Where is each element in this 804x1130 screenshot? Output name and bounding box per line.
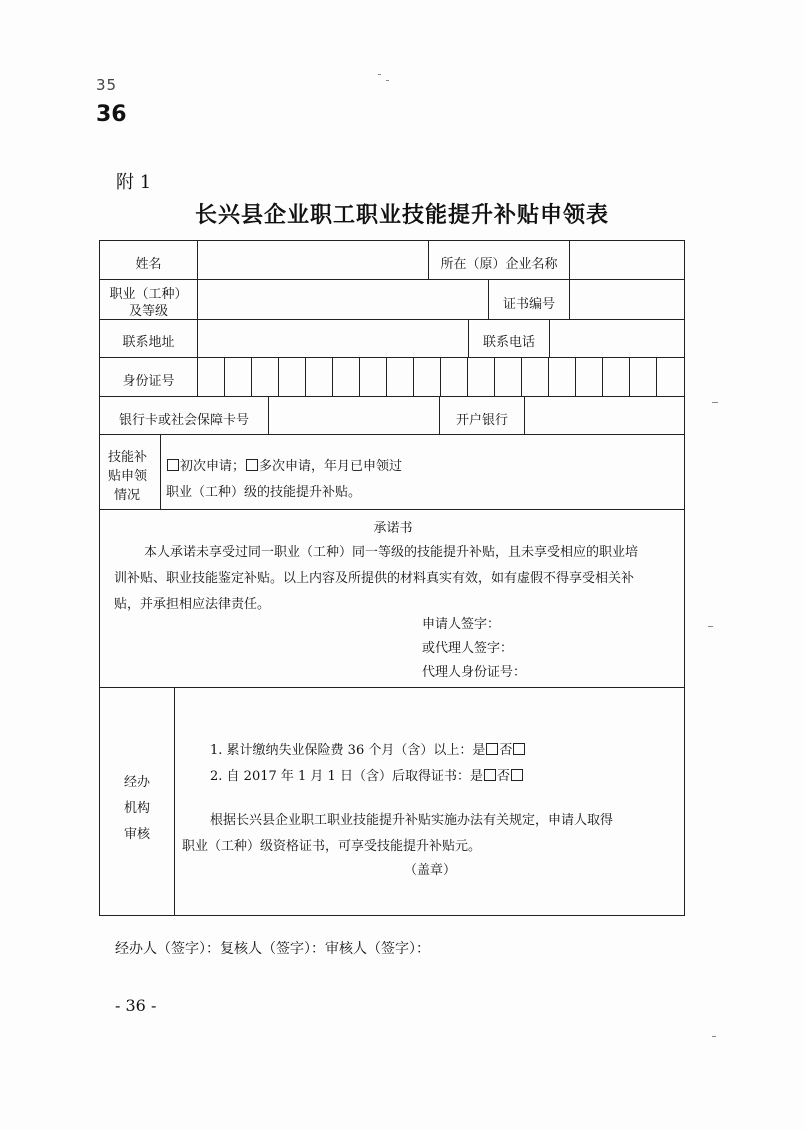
item-1-yes-checkbox[interactable] (486, 743, 498, 755)
agent-signature-label: 或代理人签字： (422, 641, 514, 656)
agent-id-label: 代理人身份证号： (422, 665, 527, 680)
first-apply-checkbox[interactable] (167, 459, 179, 471)
pledge-heading: 承诺书 (373, 521, 413, 536)
page-title: 长兴县企业职工职业技能提升补贴申领表 (194, 203, 609, 228)
apply-detail-line: 职业（工种）级的技能提升补贴。 (166, 485, 362, 500)
review-label-2: 机构 (123, 801, 150, 816)
company-label: 所在（原）企业名称 (440, 257, 558, 272)
name-label: 姓名 (135, 257, 162, 272)
occupation-label-1: 职业（工种） (109, 287, 188, 302)
item-1-no-checkbox[interactable] (513, 743, 525, 755)
pledge-line-2: 训补贴、职业技能鉴定补贴。以上内容及所提供的材料真实有效，如有虚假不得享受相关补 (114, 571, 635, 586)
review-item-1 (210, 739, 526, 758)
review-item-1-text: 1. 累计缴纳失业保险费 36 个月（含）以上： (210, 743, 473, 758)
apply-type-line (166, 455, 402, 474)
occupation-label-2: 及等级 (128, 304, 168, 319)
bank-card-field[interactable] (269, 396, 439, 434)
scan-speck (712, 1036, 716, 1037)
review-label-1: 经办 (123, 775, 150, 790)
multi-apply-label: 多次申请，年月已申领过 (259, 459, 403, 474)
scan-speck (712, 402, 718, 403)
occupation-field[interactable] (198, 279, 488, 319)
pledge-line-1: 本人承诺未享受过同一职业（工种）同一等级的技能提升补贴，且未享受相应的职业培 (144, 545, 639, 560)
application-form (99, 240, 685, 916)
reviewer-signatures: 经办人（签字）：复核人（签字）：审核人（签字）： (115, 941, 430, 957)
handwritten-number: 35 (96, 76, 118, 94)
certificate-label: 证书编号 (502, 297, 555, 312)
scan-speck (386, 80, 389, 81)
review-conclusion-1: 根据长兴县企业职工职业技能提升补贴实施办法有关规定，申请人取得 (210, 813, 614, 828)
bank-label: 开户银行 (455, 413, 508, 428)
bank-card-label: 银行卡或社会保障卡号 (118, 413, 249, 428)
phone-label: 联系电话 (482, 335, 535, 350)
review-conclusion-2: 职业（工种）级资格证书，可享受技能提升补贴元。 (182, 839, 482, 854)
certificate-field[interactable] (570, 279, 684, 319)
name-field[interactable] (198, 241, 428, 279)
bank-field[interactable] (525, 396, 685, 434)
pledge-line-3: 贴，并承担相应法律责任。 (114, 597, 271, 612)
address-field[interactable] (198, 319, 468, 357)
subsidy-status-label-3: 情况 (114, 488, 141, 503)
item-2-no-checkbox[interactable] (511, 769, 523, 781)
no-label: 否 (496, 769, 510, 784)
subsidy-status-label-1: 技能补 (108, 450, 148, 465)
yes-label: 是 (469, 769, 483, 784)
company-field[interactable] (570, 241, 684, 279)
id-label: 身份证号 (122, 374, 175, 389)
page-stamp: 36 (96, 102, 127, 127)
review-label-3: 审核 (123, 827, 150, 842)
first-apply-label: 初次申请； (180, 459, 246, 474)
scan-speck (378, 74, 381, 75)
page-number: - 36 - (115, 996, 157, 1015)
yes-label: 是 (472, 743, 486, 758)
no-label: 否 (499, 743, 513, 758)
attachment-label: 附 1 (116, 172, 152, 193)
multi-apply-checkbox[interactable] (246, 459, 258, 471)
address-label: 联系地址 (122, 335, 175, 350)
scan-speck (708, 626, 713, 627)
id-number-cells[interactable] (197, 357, 685, 396)
review-item-2 (210, 765, 524, 784)
subsidy-status-label-2: 贴申领 (108, 469, 148, 484)
applicant-signature-label: 申请人签字： (422, 617, 501, 632)
item-2-yes-checkbox[interactable] (484, 769, 496, 781)
phone-field[interactable] (550, 319, 684, 357)
seal-label: （盖章） (403, 863, 456, 878)
review-item-2-text: 2. 自 2017 年 1 月 1 日（含）后取得证书： (210, 769, 470, 784)
